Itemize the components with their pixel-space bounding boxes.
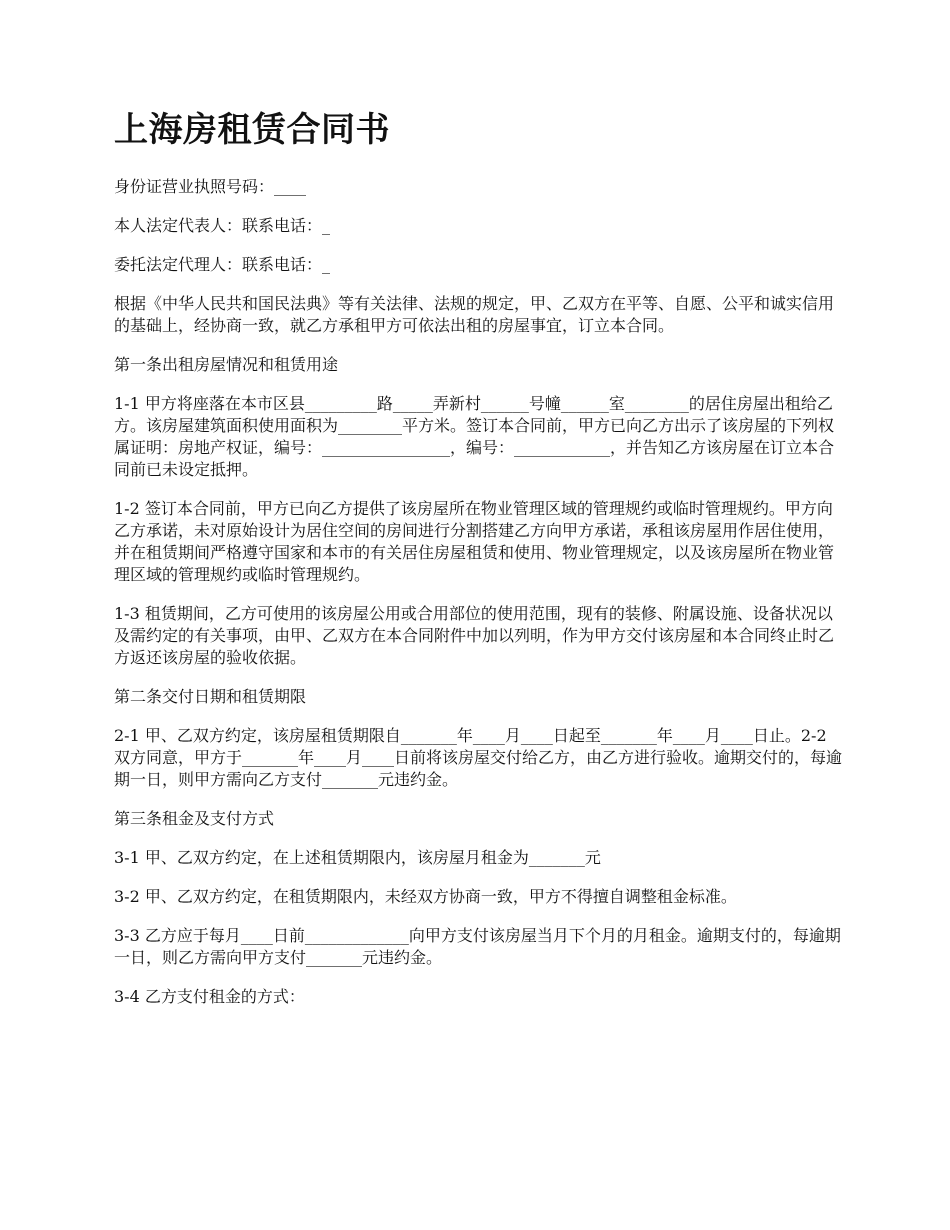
clause-3-4: 3-4 乙方支付租金的方式： [114,986,305,1006]
document-title: 上海房租赁合同书 [114,110,390,150]
clause-3-1: 3-1 甲、乙双方约定，在上述租赁期限内，该房屋月租金为_______元 [114,847,601,867]
authorized-agent-line: 委托法定代理人：联系电话：_ [114,254,331,274]
article-3-heading: 第三条租金及支付方式 [114,808,275,828]
clause-1-1: 1-1 甲方将座落在本市区县_________路_____弄新村______号幢______室________的居住房屋出租给乙方。该房屋建筑面积使用面积为________平方米。签订本合同前，甲方已向乙方出示了该房屋的下列权属证明：房地产权证，编号：________________，编号：____________，并告知乙方该房屋在订立本合同前已未设定抵押。 [114,393,835,479]
clause-3-3: 3-3 乙方应于每月____日前_____________向甲方支付该房屋当月下个月的月租金。逾期支付的，每逾期一日，则乙方需向甲方支付_______元违约金。 [114,925,841,967]
article-2-heading: 第二条交付日期和租赁期限 [114,686,307,706]
document-page [114,110,842,1025]
clause-2-1-2-2: 2-1 甲、乙双方约定，该房屋租赁期限自_______年____月____日起至_______年____月____日止。2-2 双方同意，甲方于_______年____月____日前将该房屋交付给乙方，由乙方进行验收。逾期交付的，每逾期一日，则甲方需向乙方支付_______元违约金。 [114,725,843,789]
id-license-number-line: 身份证营业执照号码：____ [114,176,307,196]
clause-1-3: 1-3 租赁期间，乙方可使用的该房屋公用或合用部位的使用范围，现有的装修、附属设施、设备状况以及需约定的有关事项，由甲、乙双方在本合同附件中加以列明，作为甲方交付该房屋和本合同终止时乙方返还该房屋的验收依据。 [114,603,835,667]
article-1-heading: 第一条出租房屋情况和租赁用途 [114,354,339,374]
legal-representative-line: 本人法定代表人：联系电话：_ [114,215,331,235]
clause-3-2: 3-2 甲、乙双方约定，在租赁期限内，未经双方协商一致，甲方不得擅自调整租金标准。 [114,886,737,906]
clause-1-2: 1-2 签订本合同前，甲方已向乙方提供了该房屋所在物业管理区域的管理规约或临时管理规约。甲方向乙方承诺，未对原始设计为居住空间的房间进行分割搭建乙方向甲方承诺，承租该房屋用作居住使用，并在租赁期间严格遵守国家和本市的有关居住房屋租赁和使用、物业管理规定，以及该房屋所在物业管理区域的管理规约或临时管理规约。 [114,498,835,584]
preamble-paragraph: 根据《中华人民共和国民法典》等有关法律、法规的规定，甲、乙双方在平等、自愿、公平和诚实信用的基础上，经协商一致，就乙方承租甲方可依法出租的房屋事宜，订立本合同。 [114,293,835,335]
